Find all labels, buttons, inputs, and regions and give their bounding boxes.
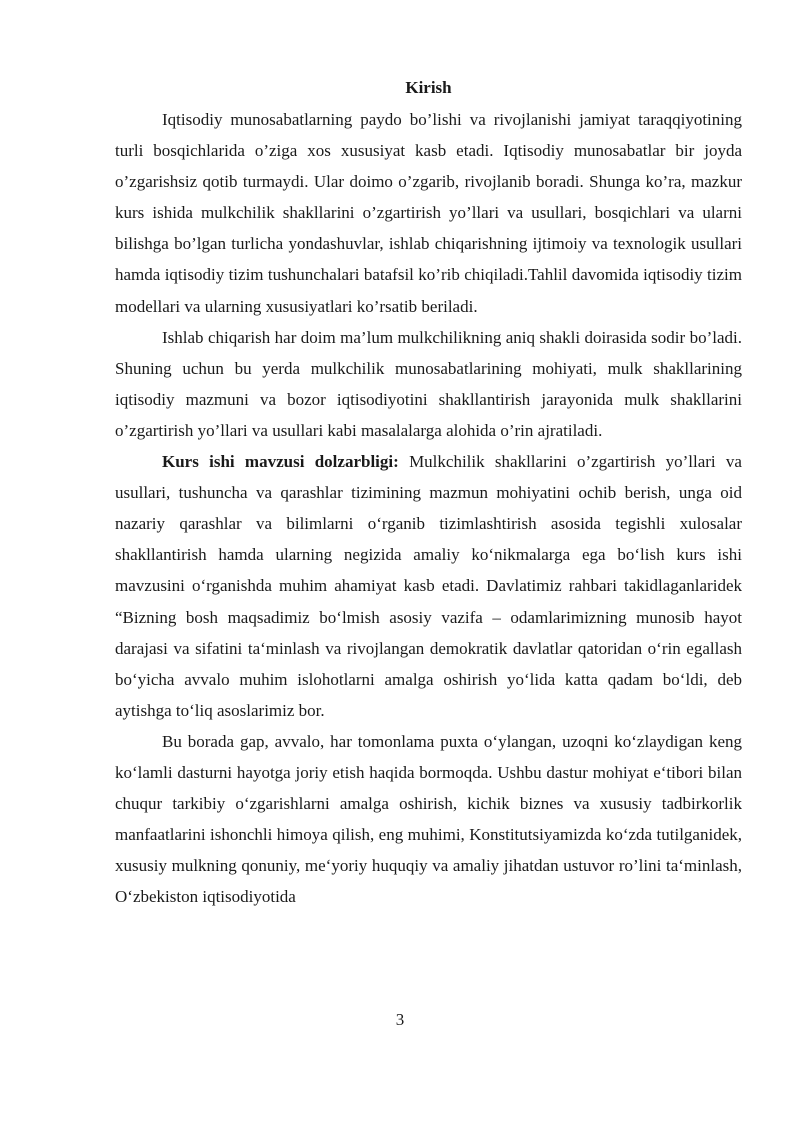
document-page (115, 72, 742, 912)
paragraph-4-text: Bu borada gap, avvalo, har tomonlama puxta o‘ylangan, uzoqni ko‘zlaydigan keng ko‘lamli dasturni hayotga joriy etish haqida bormoqda. Ushbu dastur mohiyat e‘tibori bilan chuqur tarkibiy o‘zgarishlarni amalga oshirish, kichik biznes va xususiy tadbirkorlik manfaatlarini ishonchli himoya qilish, eng muhimi, Konstitutsiyamizda ko‘zda tutilganidek, xususiy mulkning qonuniy, me‘yoriy huquqiy va amaliy jihatdan ustuvor ro’lini ta‘minlash, O‘zbekiston iqtisodiyotida (115, 731, 742, 907)
paragraph-2 (115, 322, 742, 446)
paragraph-3-lead: Kurs ishi mavzusi dolzarbligi: (162, 452, 399, 472)
paragraph-3-text: Mulkchilik shakllarini o’zgartirish yo’llari va usullari, tushuncha va qarashlar tizimining mazmun mohiyatini ochib berish, unga oid nazariy qarashlar va bilimlarni o‘rganib tizimlashtirish asosida tegishli xulosalar shakllantirish hamda ularning negizida amaliy ko‘nikmalarga ega bo‘lish kurs ishi mavzusini o‘rganishda muhim ahamiyat kasb etadi. Davlatimiz rahbari takidlaganlaridek “Bizning bosh maqsadimiz bo‘lmish asosiy vazifa – odamlarimizning munosib hayot darajasi va sifatini ta‘minlash va rivojlangan demokratik davlatlar qatoridan o‘rin egallash bo‘yicha avvalo muhim islohotlarni amalga oshirish yo‘lida katta qadam bo‘ldi, deb aytishga to‘liq asoslarimiz bor. (115, 452, 742, 720)
paragraph-1-text: Iqtisodiy munosabatlarning paydo bo’lishi va rivojlanishi jamiyat taraqqiyotining turli bosqichlarida o’ziga xos xususiyat kasb etadi. Iqtisodiy munosabatlar bir joyda o’zgarishsiz qotib turmaydi. Ular doimo o’zgarib, rivojlanib boradi. Shunga ko’ra, mazkur kurs ishida mulkchilik shakllarini o’zgartirish yo’llari va usullari, bosqichlari va ularni bilishga bo’lgan turlicha yondashuvlar, ishlab chiqarishning ijtimoiy va texnologik usullari hamda iqtisodiy tizim tushunchalari batafsil ko’rib chiqiladi.Tahlil davomida iqtisodiy tizim modellari va ularning xususiyatlari ko’rsatib beriladi. (115, 110, 742, 316)
page-number: 3 (395, 1010, 405, 1029)
paragraph-3 (115, 446, 742, 726)
paragraph-1 (115, 104, 742, 322)
section-title: Kirish (405, 78, 452, 97)
paragraph-4 (115, 726, 742, 913)
paragraph-2-text: Ishlab chiqarish har doim ma’lum mulkchilikning aniq shakli doirasida sodir bo’ladi. Shuning uchun bu yerda mulkchilik munosabatlarining mohiyati, mulk shakllarining iqtisodiy mazmuni va bozor iqtisodiyotini shakllantirish jarayonida mulk shakllarini o’zgartirish yo’llari va usullari kabi masalalarga alohida o’rin ajratiladi. (115, 327, 742, 440)
